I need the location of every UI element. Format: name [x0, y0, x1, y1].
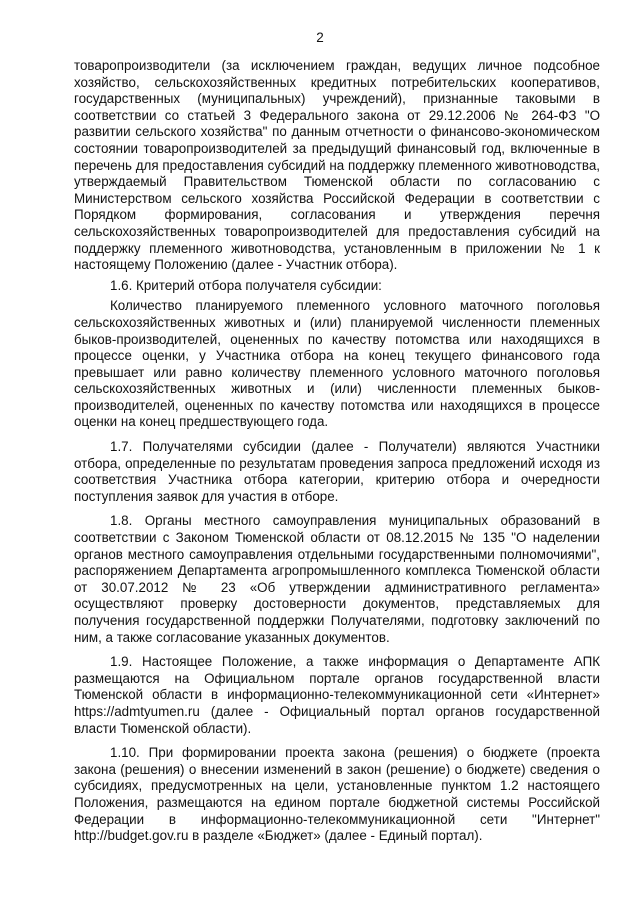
- document-body: [74, 58, 600, 845]
- page-number: 2: [316, 30, 324, 45]
- paragraph-1-10: 1.10. При формировании проекта закона (решения) о бюджете (проекта закона (решения) о внесении изменений в закон (решение) о бюджете) сведения о субсидиях, предусмотренных на цели, установленные пунктом 1.2 настоящего Положения, размещаются на едином портале бюджетной системы Российской Федерации в информационно-телекоммуникационной сети "Интернет" http://budget.gov.ru в разделе «Бюджет» (далее - Единый портал).: [74, 745, 600, 844]
- paragraph-1-6-body: Количество планируемого племенного условного маточного поголовья сельскохозяйственных животных и (или) планируемой численности племенных быков-производителей, оцененных по качеству потомства или находящихся в процессе оценки, у Участника отбора на конец текущего финансового года превышает или равно количеству племенного условного маточного поголовья сельскохозяйственных животных и (или) численности племенных быков-производителей, оцененных по качеству потомства или находящихся в процессе оценки на конец предшествующего года.: [74, 298, 600, 430]
- paragraph-continuation: товаропроизводители (за исключением граждан, ведущих личное подсобное хозяйство, сельскохозяйственных кредитных потребительских кооперативов, государственных (муниципальных) учреждений), признанные таковыми в соответствии со статьей 3 Федерального закона от 29.12.2006 № 264-ФЗ "О развитии сельского хозяйства" по данным отчетности о финансово-экономическом состоянии товаропроизводителей за предыдущий финансовый год, включенные в перечень для предоставления субсидий на поддержку племенного животноводства, утверждаемый Правительством Тюменской области по согласованию с Министерством сельского хозяйства Российской Федерации в соответствии с Порядком формирования, согласования и утверждения перечня сельскохозяйственных товаропроизводителей для предоставления субсидий на поддержку племенного животноводства, установленным в приложении № 1 к настоящему Положению (далее - Участник отбора).: [74, 58, 600, 273]
- paragraph-1-8: 1.8. Органы местного самоуправления муниципальных образований в соответствии с Законом Тюменской области от 08.12.2015 № 135 "О наделении органов местного самоуправления отдельными государственными полномочиями", распоряжением Департамента агропромышленного комплекса Тюменской области от 30.07.2012 № 23 «Об утверждении административного регламента» осуществляют проверку достоверности документов, представляемых для получения государственной поддержки Получателями, подготовку заключений по ним, а также согласование указанных документов.: [74, 513, 600, 645]
- paragraph-1-7: 1.7. Получателями субсидии (далее - Получатели) являются Участники отбора, определенные по результатам проведения запроса предложений исходя из соответствия Участника отбора категории, критерию отбора и очередности поступления заявок для участия в отборе.: [74, 439, 600, 504]
- paragraph-1-9: 1.9. Настоящее Положение, а также информация о Департаменте АПК размещаются на Официальном портале органов государственной власти Тюменской области в информационно-телекоммуникационной сети «Интернет» https://admtyumen.ru (далее - Официальный портал органов государственной власти Тюменской области).: [74, 654, 600, 736]
- paragraph-1-6-heading: 1.6. Критерий отбора получателя субсидии:: [110, 277, 382, 293]
